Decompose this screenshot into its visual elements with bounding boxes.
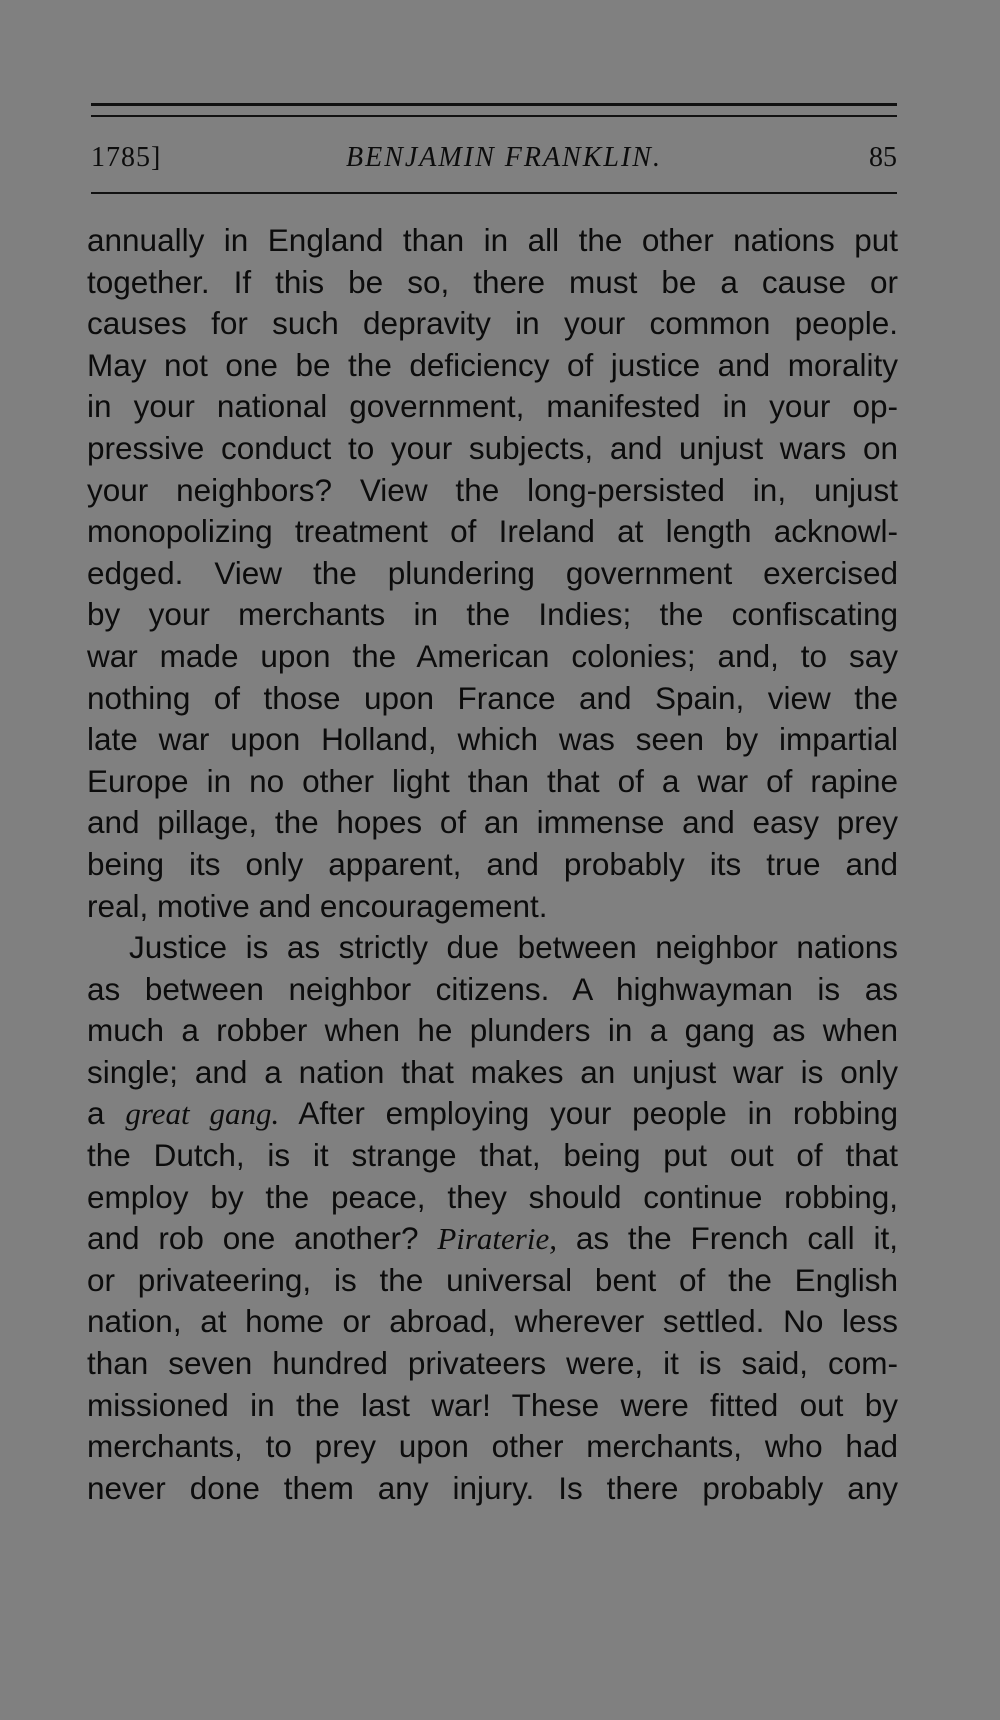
text-line: as between neighbor citizens. A highwayman is as — [87, 970, 898, 1007]
text-line: real, motive and encouragement. — [87, 887, 548, 924]
text-line: together. If this be so, there must be a cause or — [87, 263, 898, 300]
italic-phrase: great gang. — [125, 1096, 280, 1132]
page-number: 85 — [869, 142, 897, 173]
text-line: nothing of those upon France and Spain, view the — [87, 679, 898, 716]
text-line: or privateering, is the universal bent of the English — [87, 1261, 898, 1298]
text-line-with-italic — [87, 1093, 898, 1135]
text-line: monopolizing treatment of Ireland at length acknowl- — [87, 513, 898, 550]
text-line: annually in England than in all the other nations put — [87, 222, 898, 258]
header-rule-second — [91, 115, 897, 117]
text-line: your neighbors? View the long-persisted in, unjust — [87, 471, 898, 508]
paragraph-2 — [87, 927, 898, 1509]
text-line-with-italic — [87, 1218, 898, 1260]
text-line: employ by the peace, they should continue robbing, — [87, 1178, 898, 1215]
text-line: much a robber when he plunders in a gang as when — [87, 1012, 898, 1049]
text-line: nation, at home or abroad, wherever settled. No less — [87, 1303, 898, 1340]
header-rule-bottom — [91, 192, 897, 194]
text-line: edged. View the plundering government exercised — [87, 554, 898, 591]
running-head-title: BENJAMIN FRANKLIN. — [346, 142, 662, 173]
page-body — [87, 220, 898, 1509]
text-line: in your national government, manifested in your op- — [87, 388, 898, 425]
running-head-year: 1785] — [91, 142, 162, 173]
header-rule-top — [91, 103, 897, 106]
text-segment: and rob one another? — [87, 1220, 419, 1257]
text-line: and pillage, the hopes of an immense and easy prey — [87, 804, 898, 841]
text-line: pressive conduct to your subjects, and unjust wars on — [87, 429, 898, 466]
paragraph-1 — [87, 220, 898, 927]
text-line: by your merchants in the Indies; the confiscating — [87, 596, 898, 633]
text-line: war made upon the American colonies; and, to say — [87, 637, 898, 674]
text-line: causes for such depravity in your common people. — [87, 305, 898, 342]
text-line: Justice is as strictly due between neighbor nations — [129, 929, 898, 966]
text-line: merchants, to prey upon other merchants, who had — [87, 1428, 898, 1465]
text-line: late war upon Holland, which was seen by impartial — [87, 721, 898, 758]
text-segment: After employing your people in robbing — [298, 1095, 898, 1132]
text-line: the Dutch, is it strange that, being put out of that — [87, 1137, 898, 1174]
text-segment: a — [87, 1095, 105, 1132]
italic-phrase: Piraterie, — [437, 1221, 557, 1257]
text-line: single; and a nation that makes an unjust war is only — [87, 1053, 898, 1090]
text-line: than seven hundred privateers were, it is said, com- — [87, 1345, 898, 1382]
text-segment: as the French call it, — [575, 1220, 898, 1257]
text-line: May not one be the deficiency of justice and morality — [87, 346, 898, 383]
text-line: missioned in the last war! These were fitted out by — [87, 1386, 898, 1423]
text-line: being its only apparent, and probably its true and — [87, 845, 898, 882]
running-head — [91, 138, 897, 178]
text-line: Europe in no other light than that of a war of rapine — [87, 762, 898, 799]
text-line: never done them any injury. Is there probably any — [87, 1469, 898, 1506]
